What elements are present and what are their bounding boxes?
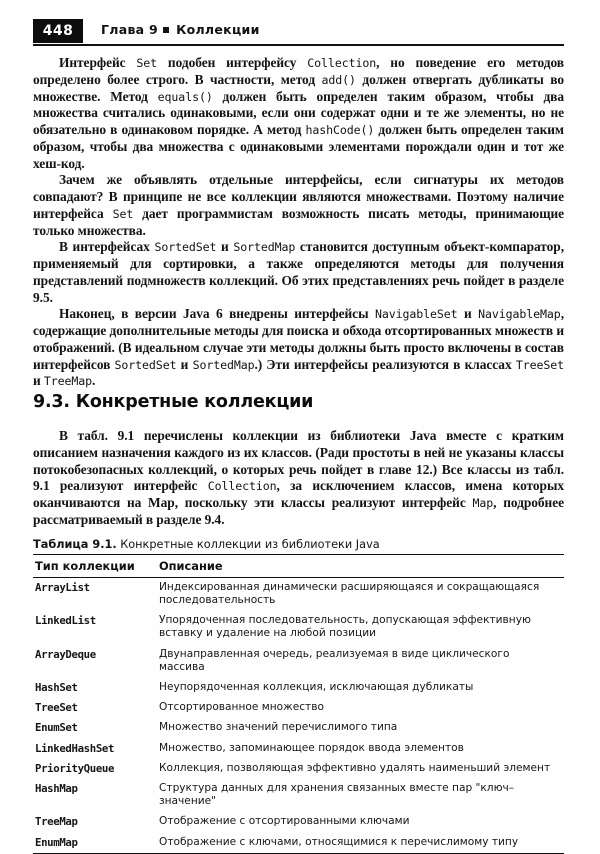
paragraph-sortedset-sortedmap	[33, 239, 564, 306]
table-caption-text: Конкретные коллекции из библиотеки Java	[116, 538, 380, 551]
cell-collection-type: HashSet	[35, 681, 78, 695]
column-header-description: Описание	[157, 555, 564, 578]
code-term: Map	[472, 496, 494, 510]
table-row	[33, 738, 564, 758]
text-run: должен быть определен таким образом, чтобы два множества считались одинаковыми, если они содержат одни и те же элементы, но не обязательно в одинаковом порядке. А метод	[33, 88, 565, 137]
paragraph-navigableset-navigablemap	[33, 306, 564, 390]
code-term: SortedMap	[233, 240, 296, 255]
cell-description: Двунаправленная очередь, реализуемая в виде циклического массива	[159, 647, 510, 673]
text-run: Интерфейс	[59, 55, 137, 70]
text-run: подобен интерфейсу	[157, 55, 308, 70]
table-row	[33, 832, 564, 853]
code-term: add()	[321, 72, 356, 87]
cell-collection-type: LinkedHashSet	[35, 741, 115, 755]
text-run: .	[92, 373, 96, 389]
cell-description: Отображение с ключами, относящимися к перечислимому типу	[157, 832, 564, 853]
cell-description: Отсортированное множество	[159, 701, 324, 714]
paragraph-set-interface	[33, 55, 564, 172]
code-term: NavigableSet	[374, 307, 458, 322]
code-term: hashCode()	[305, 123, 375, 137]
table-body	[33, 577, 564, 853]
collections-table	[33, 554, 564, 854]
chapter-title: Коллекции	[176, 22, 260, 37]
paragraph-why-separate-interfaces	[33, 172, 564, 239]
table-row	[33, 577, 564, 611]
text-run: , за исключением классов, имена которых оканчиваются на	[33, 478, 564, 510]
cell-collection-type: PriorityQueue	[35, 761, 115, 775]
cell-description: Коллекция, позволяющая эффективно удалять наименьший элемент	[159, 761, 551, 774]
table-row	[33, 611, 564, 644]
cell-collection-type: EnumSet	[35, 721, 78, 735]
cell-description: Упорядоченная последовательность, допускающая эффективную вставку и удаление на любой позиции	[159, 614, 531, 640]
text-run: Наконец, в версии Java 6 внедрены интерфейсы	[59, 306, 375, 322]
body-text-bottom	[33, 428, 564, 529]
text-run: и	[457, 306, 479, 322]
page-number-badge	[33, 19, 83, 43]
table-row	[33, 698, 564, 718]
column-header-type: Тип коллекции	[33, 555, 157, 578]
cell-description: Структура данных для хранения связанных вместе пар "ключ–значение"	[159, 782, 515, 808]
chapter-label: Глава 9	[101, 22, 159, 37]
table-row	[33, 779, 564, 812]
body-text-top	[33, 55, 564, 390]
cell-description: Множество, запоминающее порядок ввода элементов	[159, 741, 464, 754]
section-heading: 9.3. Конкретные коллекции	[33, 392, 314, 412]
cell-collection-type: LinkedList	[35, 614, 96, 628]
text-run: , поскольку эти классы реализуют интерфейс	[174, 495, 473, 510]
cell-collection-type: EnumMap	[33, 832, 157, 853]
code-term: Collection	[307, 56, 377, 70]
text-run: , но поведение его методов определено более строго. В частности, метод	[33, 55, 564, 87]
text-run: В табл. 9.1 перечислены коллекции из библиотеки Java вместе с кратким описанием назначения каждого из их классов. (Ради простоты в ней не указаны классы потокобезопасных коллекций, о которых речь пойдет в главе 12.) Все классы из табл. 9.1 реализуют интерфейс	[33, 428, 564, 494]
table-header-row	[33, 555, 564, 578]
text-run: , содержащие дополнительные методы для поиска и обхода отсортированных множеств и отображений. (В идеальном случае эти методы должны быть просто включены в состав интерфейсов	[33, 306, 564, 372]
text-run: Map	[148, 495, 175, 510]
table-head	[33, 555, 564, 578]
header-divider	[33, 44, 564, 46]
text-run: и	[216, 239, 234, 255]
table-row	[33, 718, 564, 738]
code-term: TreeSet	[515, 357, 564, 372]
table-row	[33, 644, 564, 677]
code-term: SortedSet	[154, 240, 217, 255]
paragraph-table-intro	[33, 428, 564, 529]
code-term: SortedSet	[114, 357, 177, 372]
cell-description: Отображение с отсортированными ключами	[159, 815, 410, 828]
text-run: В интерфейсах	[59, 239, 155, 255]
cell-description: Неупорядоченная коллекция, исключающая дубликаты	[159, 681, 474, 694]
cell-collection-type: HashMap	[35, 782, 78, 795]
cell-collection-type: TreeSet	[35, 701, 78, 715]
text-run: и	[33, 373, 44, 389]
cell-collection-type: TreeMap	[35, 815, 78, 829]
cell-collection-type: ArrayDeque	[35, 647, 96, 661]
code-term: Set	[112, 206, 134, 221]
table-caption	[33, 538, 380, 551]
page-number: 448	[42, 23, 74, 39]
cell-description: Индексированная динамически расширяющаяся и сокращающаяся последовательность	[159, 580, 540, 607]
cell-description: Множество значений перечислимого типа	[159, 721, 398, 734]
code-term: TreeMap	[43, 374, 93, 389]
text-run: .) Эти интерфейсы реализуются в классах	[254, 356, 516, 372]
text-run: становится доступным объект-компаратор, применяемый для сортировки, а также определяются методы для получения представлений подмножеств коллекций. Об этих представлениях речь пойдет в разделе 9.5.	[33, 239, 564, 305]
text-run: дает программистам возможность писать методы, принимающие только множества.	[33, 205, 565, 238]
square-bullet-icon	[163, 27, 169, 33]
text-run: должен быть определен таким образом, чтобы два множества с одинаковыми элементами порождали один и тот же хеш-код.	[33, 122, 564, 171]
chapter-breadcrumb	[101, 22, 260, 37]
text-run: и	[176, 356, 193, 372]
table-row	[33, 678, 564, 698]
text-run: Зачем же объявлять отдельные интерфейсы, если сигнатуры их методов совпадают? В принципе не все коллекции являются множествами. Поэтому наличие интерфейса	[33, 172, 564, 221]
code-term: SortedMap	[192, 357, 255, 372]
table-row	[33, 758, 564, 778]
table-caption-label: Таблица 9.1.	[33, 538, 117, 551]
code-term: Collection	[207, 479, 277, 494]
table-row	[33, 812, 564, 832]
cell-collection-type: ArrayList	[35, 580, 90, 594]
text-run: , подробнее рассматриваемый в разделе 9.4.	[33, 495, 564, 527]
code-term: equals()	[157, 89, 213, 104]
text-run: должен отвергать дубликаты во множестве. Метод	[33, 71, 564, 104]
code-term: Set	[136, 56, 158, 70]
running-head	[33, 19, 564, 45]
code-term: NavigableMap	[478, 307, 561, 322]
